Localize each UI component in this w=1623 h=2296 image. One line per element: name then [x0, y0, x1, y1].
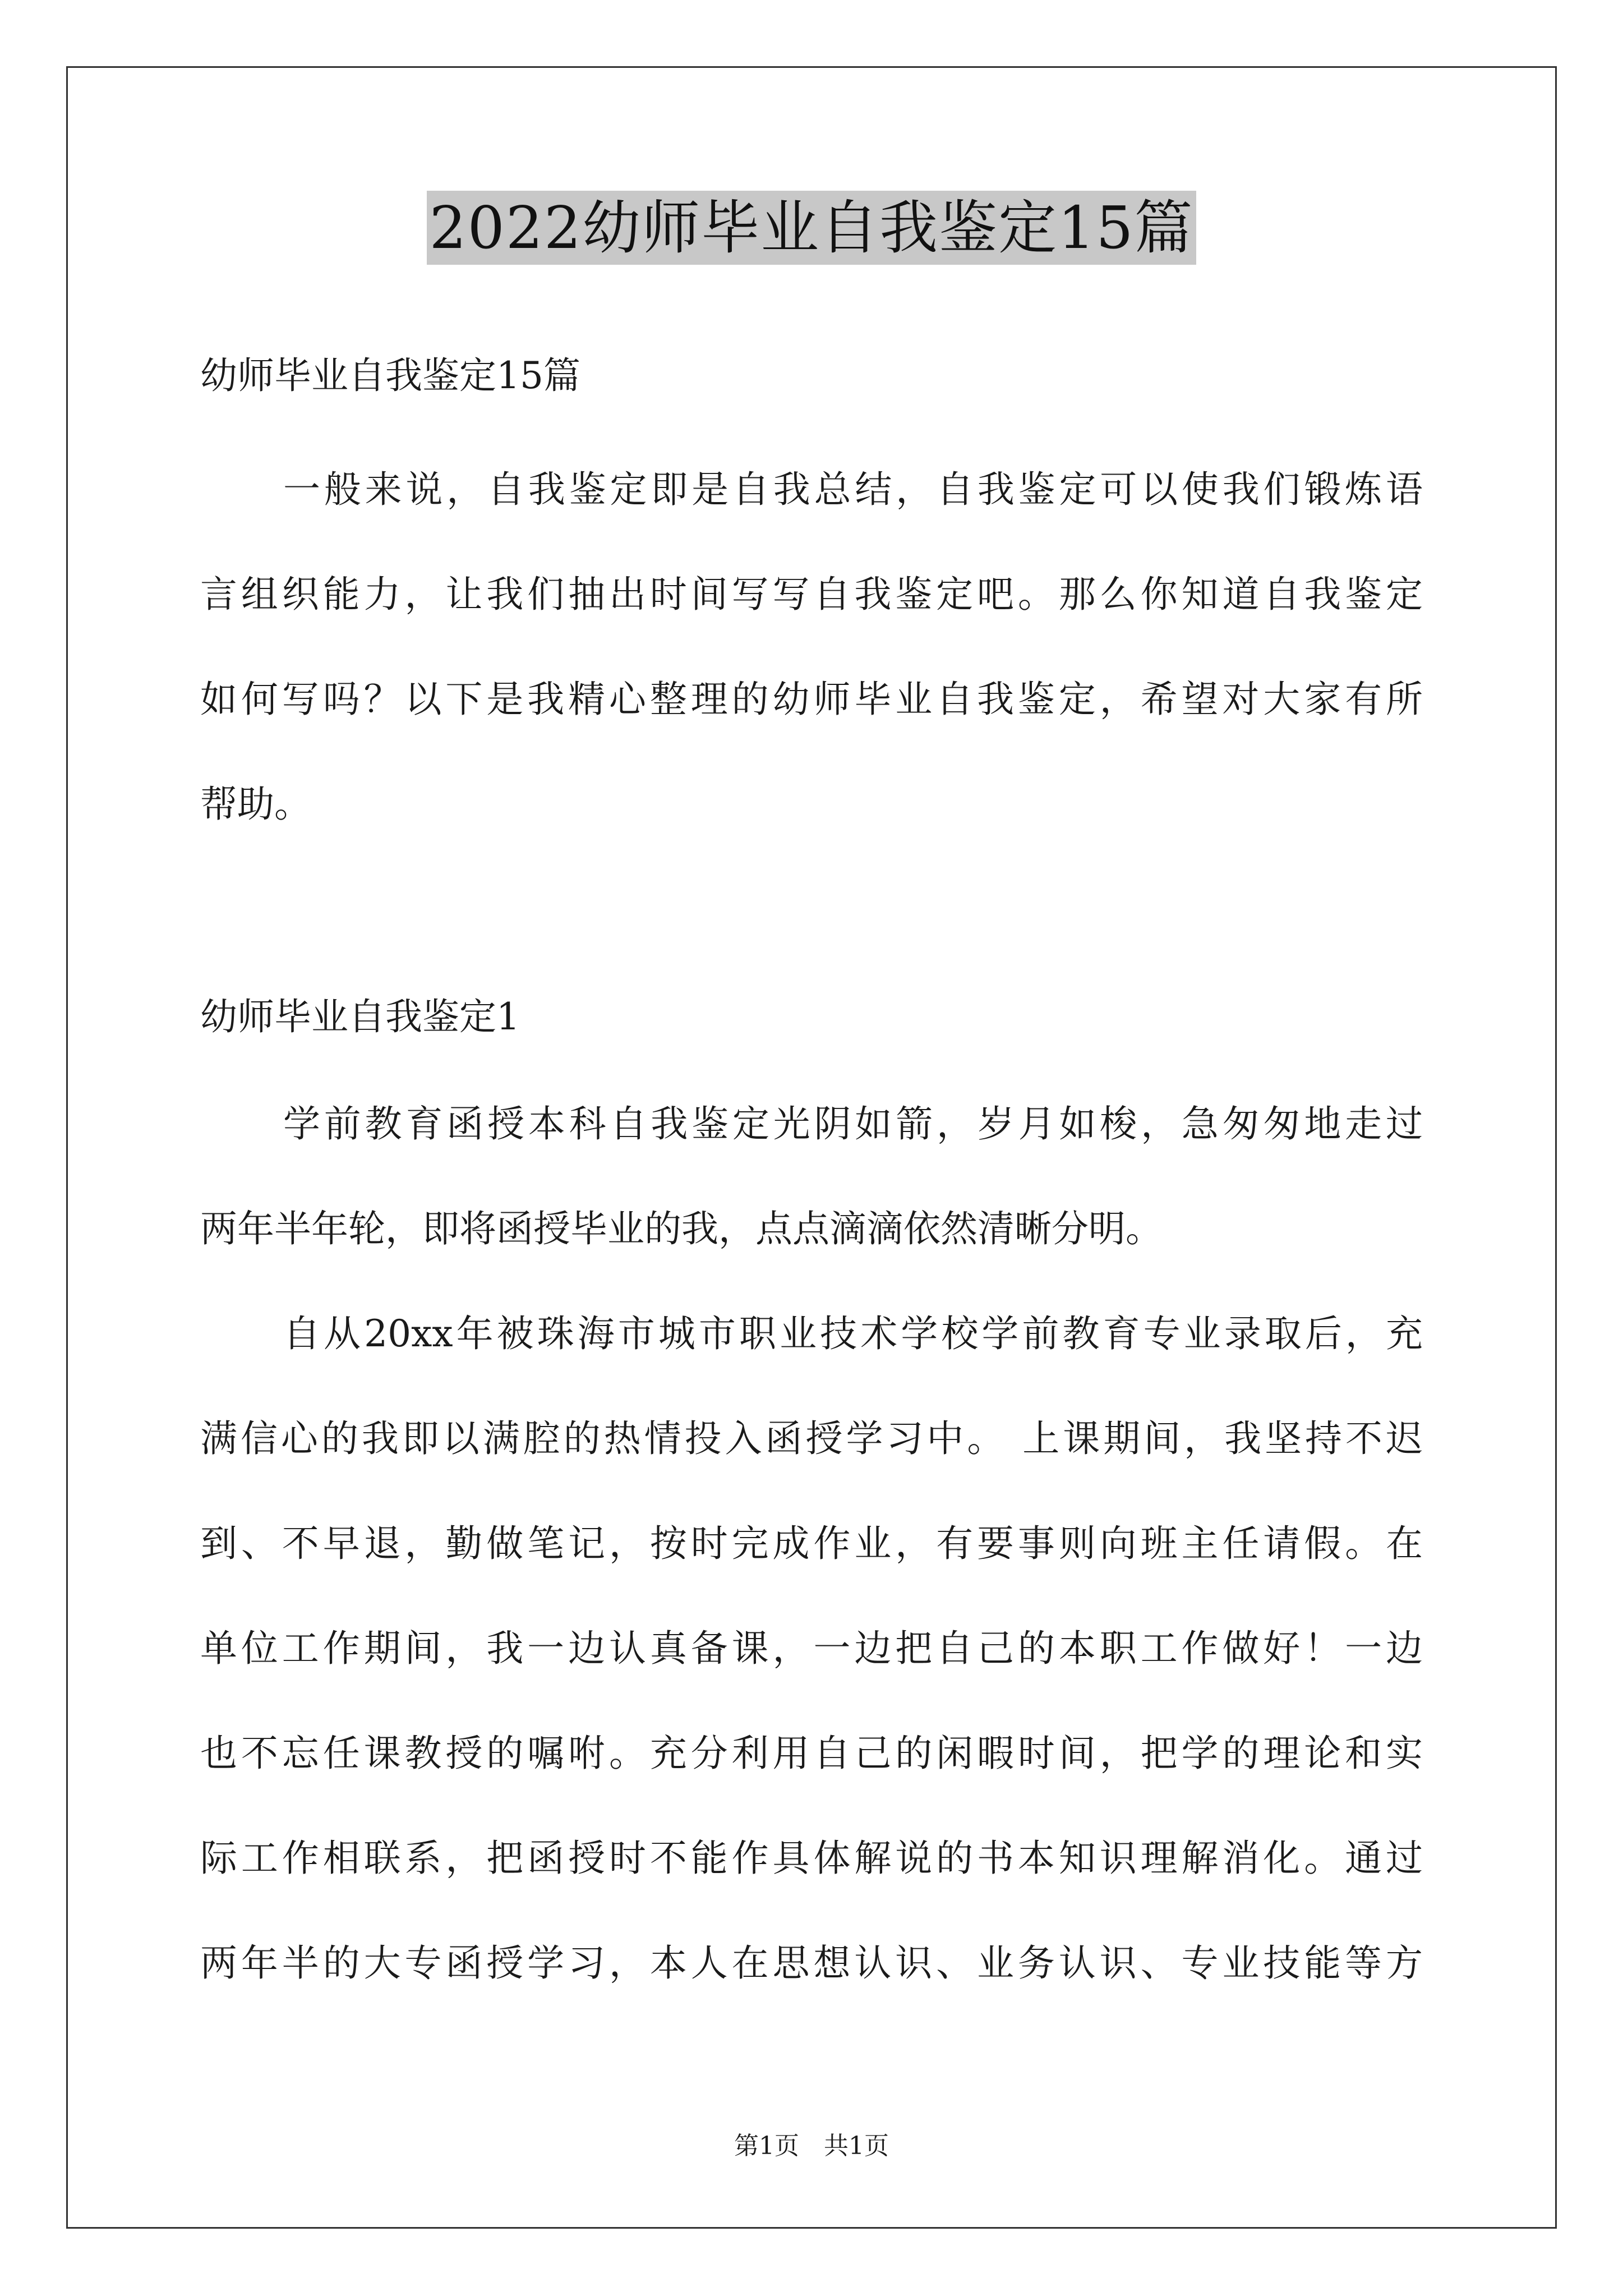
body-line: 帮助。	[200, 783, 311, 826]
body-line: 也不忘任课教授的嘱咐。充分利用自己的闲暇时间，把学的理论和实	[200, 1732, 1423, 1775]
page-footer: 第1页 共1页	[734, 2132, 889, 2160]
body-line: 自从20xx年被珠海市城市职业技术学校学前教育专业录取后，充	[283, 1312, 1423, 1355]
body-line: 两年半年轮，即将函授毕业的我，点点滴滴依然清晰分明。	[200, 1207, 1163, 1250]
body-line: 到、不早退，勤做笔记，按时完成作业，有要事则向班主任请假。在	[200, 1522, 1423, 1565]
body-line: 单位工作期间，我一边认真备课，一边把自己的本职工作做好！一边	[200, 1627, 1423, 1670]
body-line: 一般来说，自我鉴定即是自我总结，自我鉴定可以使我们锻炼语	[283, 468, 1423, 511]
subtitle-line: 幼师毕业自我鉴定15篇	[200, 354, 580, 397]
body-line: 际工作相联系，把函授时不能作具体解说的书本知识理解消化。通过	[200, 1837, 1423, 1880]
title-container	[0, 191, 1623, 265]
document-title: 2022幼师毕业自我鉴定15篇	[427, 191, 1196, 265]
body-line: 如何写吗？以下是我精心整理的幼师毕业自我鉴定，希望对大家有所	[200, 678, 1423, 721]
body-line: 言组织能力，让我们抽出时间写写自我鉴定吧。那么你知道自我鉴定	[200, 573, 1423, 616]
section-heading: 幼师毕业自我鉴定1	[200, 995, 520, 1038]
body-line: 学前教育函授本科自我鉴定光阴如箭，岁月如梭，急匆匆地走过	[283, 1102, 1423, 1145]
body-line: 两年半的大专函授学习，本人在思想认识、业务认识、专业技能等方	[200, 1941, 1423, 1985]
body-line: 满信心的我即以满腔的热情投入函授学习中。 上课期间，我坚持不迟	[200, 1417, 1423, 1460]
